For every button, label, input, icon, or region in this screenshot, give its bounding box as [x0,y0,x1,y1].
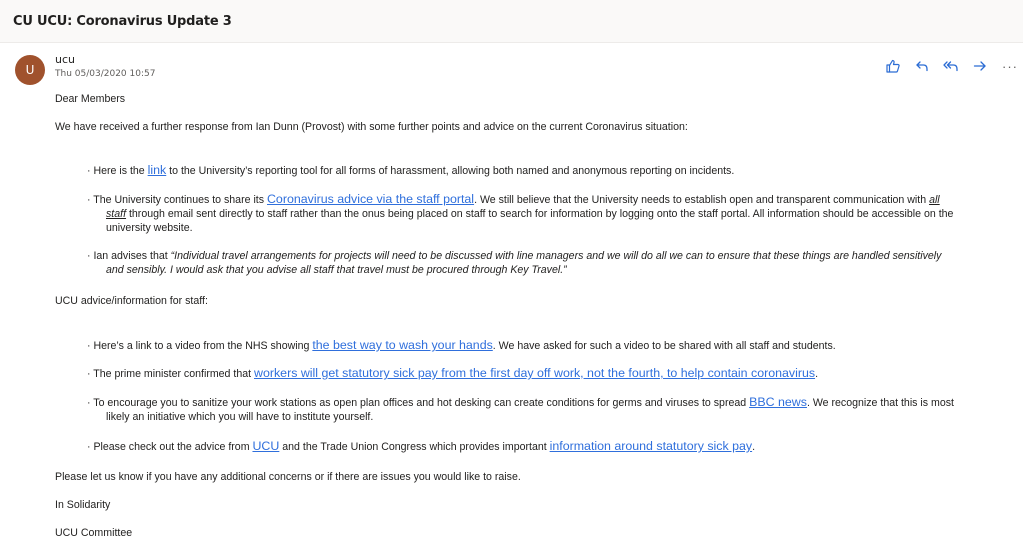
reply-all-icon[interactable] [942,57,960,75]
avatar[interactable]: U [15,55,45,85]
greeting: Dear Members [55,93,126,105]
closing-paragraph: Please let us know if you have any additional concerns or if there are issues you would like to raise. [55,471,521,483]
intro-paragraph: We have received a further response from Ian Dunn (Provost) with some further points and advice on the current Coronavirus situation: [55,121,688,133]
list-item-continued: staff through email sent directly to staff rather than the onus being placed on staff to search for information by logging onto the staff portal. All information should be accessible on the [106,208,954,220]
more-options-icon[interactable]: ··· [1002,58,1018,74]
subject-bar [0,0,1023,43]
list-item: · To encourage you to sanitize your work stations as open plan offices and hot desking can create conditions for germs and viruses to spread BBC news. We recognize that this is most [87,395,954,409]
advice-heading: UCU advice/information for staff: [55,295,208,307]
message-actions [884,57,1020,75]
signoff: In Solidarity [55,499,111,511]
sick-pay-news-link[interactable]: workers will get statutory sick pay from the first day off work, not the fourth, to help contain coronavirus [254,366,816,380]
list-item: · Please check out the advice from UCU and the Trade Union Congress which provides important information around statutory sick pay. [87,439,756,453]
email-subject: CU UCU: Coronavirus Update 3 [13,14,232,29]
list-item-continued: likely an initiative which you will have to institute yourself. [106,411,374,423]
list-item: · The University continues to share its Coronavirus advice via the staff portal. We still believe that the University needs to establish open and transparent communication with all [87,192,940,206]
list-item: · The prime minister confirmed that workers will get statutory sick pay from the first day off work, not the fourth, to help contain coronavirus. [87,366,819,380]
ucu-link[interactable]: UCU [252,439,280,453]
signature: UCU Committee [55,527,133,539]
reply-icon[interactable] [913,57,931,75]
list-item: · Here’s a link to a video from the NHS showing the best way to wash your hands. We have asked for such a video to be shared with all staff and students. [87,338,836,352]
statutory-sick-pay-link[interactable]: information around statutory sick pay [549,439,753,453]
sent-date: Thu 05/03/2020 10:57 [55,69,156,79]
staff-portal-link[interactable]: Coronavirus advice via the staff portal [266,192,475,206]
like-icon[interactable] [884,57,902,75]
list-item: · Here is the link to the University’s reporting tool for all forms of harassment, allowing both named and anonymous reporting on incidents. [87,163,735,177]
list-item: · Ian advises that “Individual travel arrangements for projects will need to be discussed with line managers and we will do all we can to ensure that these things are handled sensitively [87,250,942,262]
sender-name[interactable]: ucu [55,53,75,66]
forward-icon[interactable] [971,57,989,75]
list-item-continued: and sensibly. I would ask that you advise all staff that travel must be procured through Key Travel.” [106,264,567,276]
list-item-continued: university website. [106,222,193,234]
wash-hands-link[interactable]: the best way to wash your hands [312,338,493,352]
harassment-report-link[interactable]: link [147,163,167,177]
bbc-news-link[interactable]: BBC news [749,395,807,409]
